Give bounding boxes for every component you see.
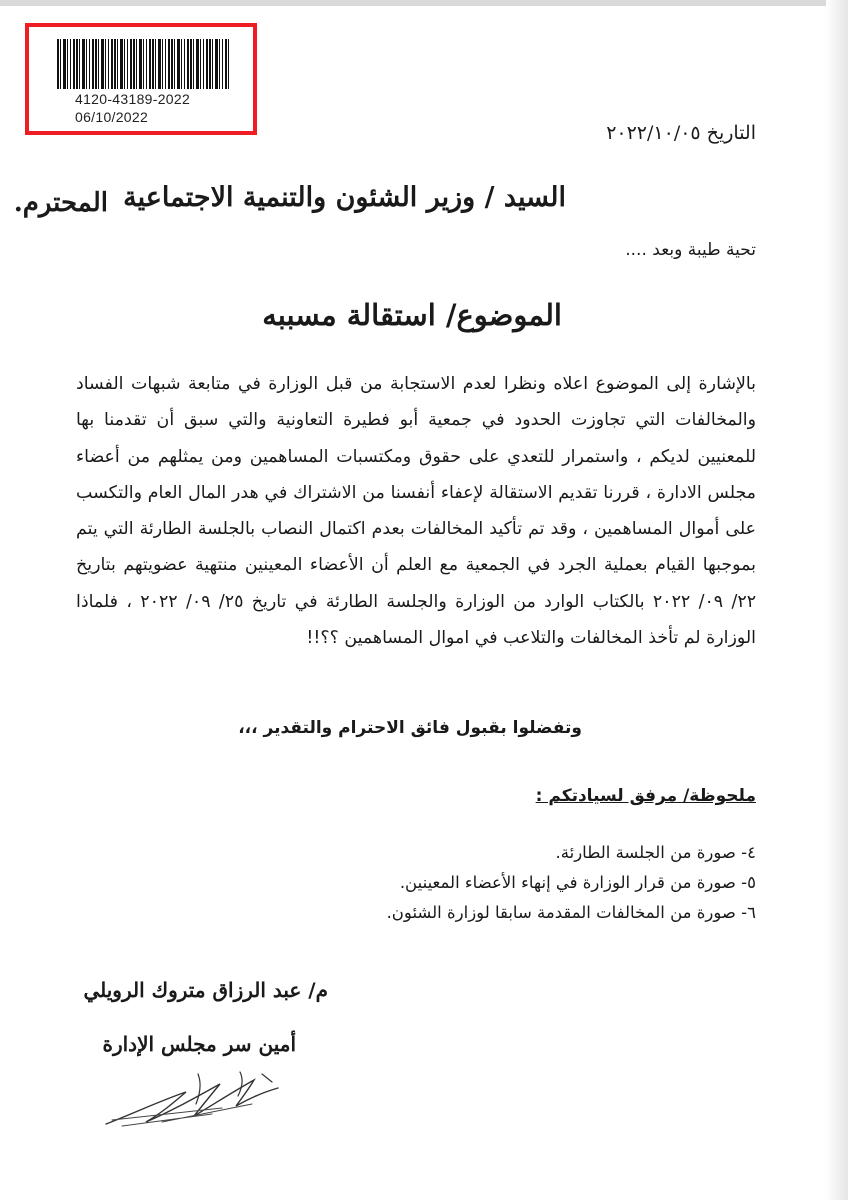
letter-date: التاريخ ٢٠٢٢/١٠/٠٥ xyxy=(606,122,756,144)
page-edge-right xyxy=(826,0,848,1200)
greeting: تحية طيبة وبعد .... xyxy=(625,240,756,260)
attachment-item: ٥- صورة من قرار الوزارة في إنهاء الأعضاء المعينين. xyxy=(399,873,756,892)
barcode-stamp xyxy=(25,23,257,135)
closing-line: وتفضلوا بقبول فائق الاحترام والتقدير ،،، xyxy=(238,718,582,738)
signer-title: أمين سر مجلس الإدارة xyxy=(102,1032,296,1056)
signer-name: م/ عبد الرزاق متروك الرويلي xyxy=(83,978,328,1002)
page-edge-top xyxy=(0,0,848,6)
attachment-item: ٤- صورة من الجلسة الطارئة. xyxy=(555,843,756,862)
attachment-item: ٦- صورة من المخالفات المقدمة سابقا لوزارة الشئون. xyxy=(386,903,756,922)
subject-title: الموضوع/ استقالة مسببه xyxy=(262,298,562,332)
letter-body: بالإشارة إلى الموضوع اعلاه ونظرا لعدم الاستجابة من قبل الوزارة في متابعة شبهات الفساد والمخالفات التي تجاوزت الحدود في جمعية أبو فطيرة التعاونية والتي سبق أن تقدمنا بها للمعنيين لديكم ، واستمرار للتعدي على حقوق ومكتسبات المساهمين ومن يمثلهم من أعضاء مجلس الادارة ، قررنا تقديم الاستقالة لإعفاء أنفسنا من الاشتراك في هدر المال العام والتكسب على أموال المساهمين ، وقد تم تأكيد المخالفات بعدم اكتمال النصاب بالجلسة الطارئة التي يتم بموجبها القيام بعملية الجرد في الجمعية مع العلم أن الأعضاء المعينين منتهية عضويتهم بتاريخ ٢٢/ ٠٩/ ٢٠٢٢ بالكتاب الوارد من الوزارة والجلسة الطارئة في تاريخ ٢٥/ ٠٩/ ٢٠٢٢ ، فلماذا الوزارة لم تأخذ المخالفات والتلاعب في اموال المساهمين ؟؟!! xyxy=(76,374,757,649)
honorific: المحترم. xyxy=(13,188,108,218)
attachments-list xyxy=(387,838,756,928)
stamp-date: 06/10/2022 xyxy=(75,109,149,125)
addressee: السيد / وزير الشئون والتنمية الاجتماعية xyxy=(123,182,566,213)
attachments-note-title: ملحوظة/ مرفق لسيادتكم : xyxy=(535,786,756,806)
stamp-code: 4120-43189-2022 xyxy=(75,91,191,107)
barcode-icon xyxy=(57,39,229,89)
signature-icon xyxy=(102,1070,282,1130)
